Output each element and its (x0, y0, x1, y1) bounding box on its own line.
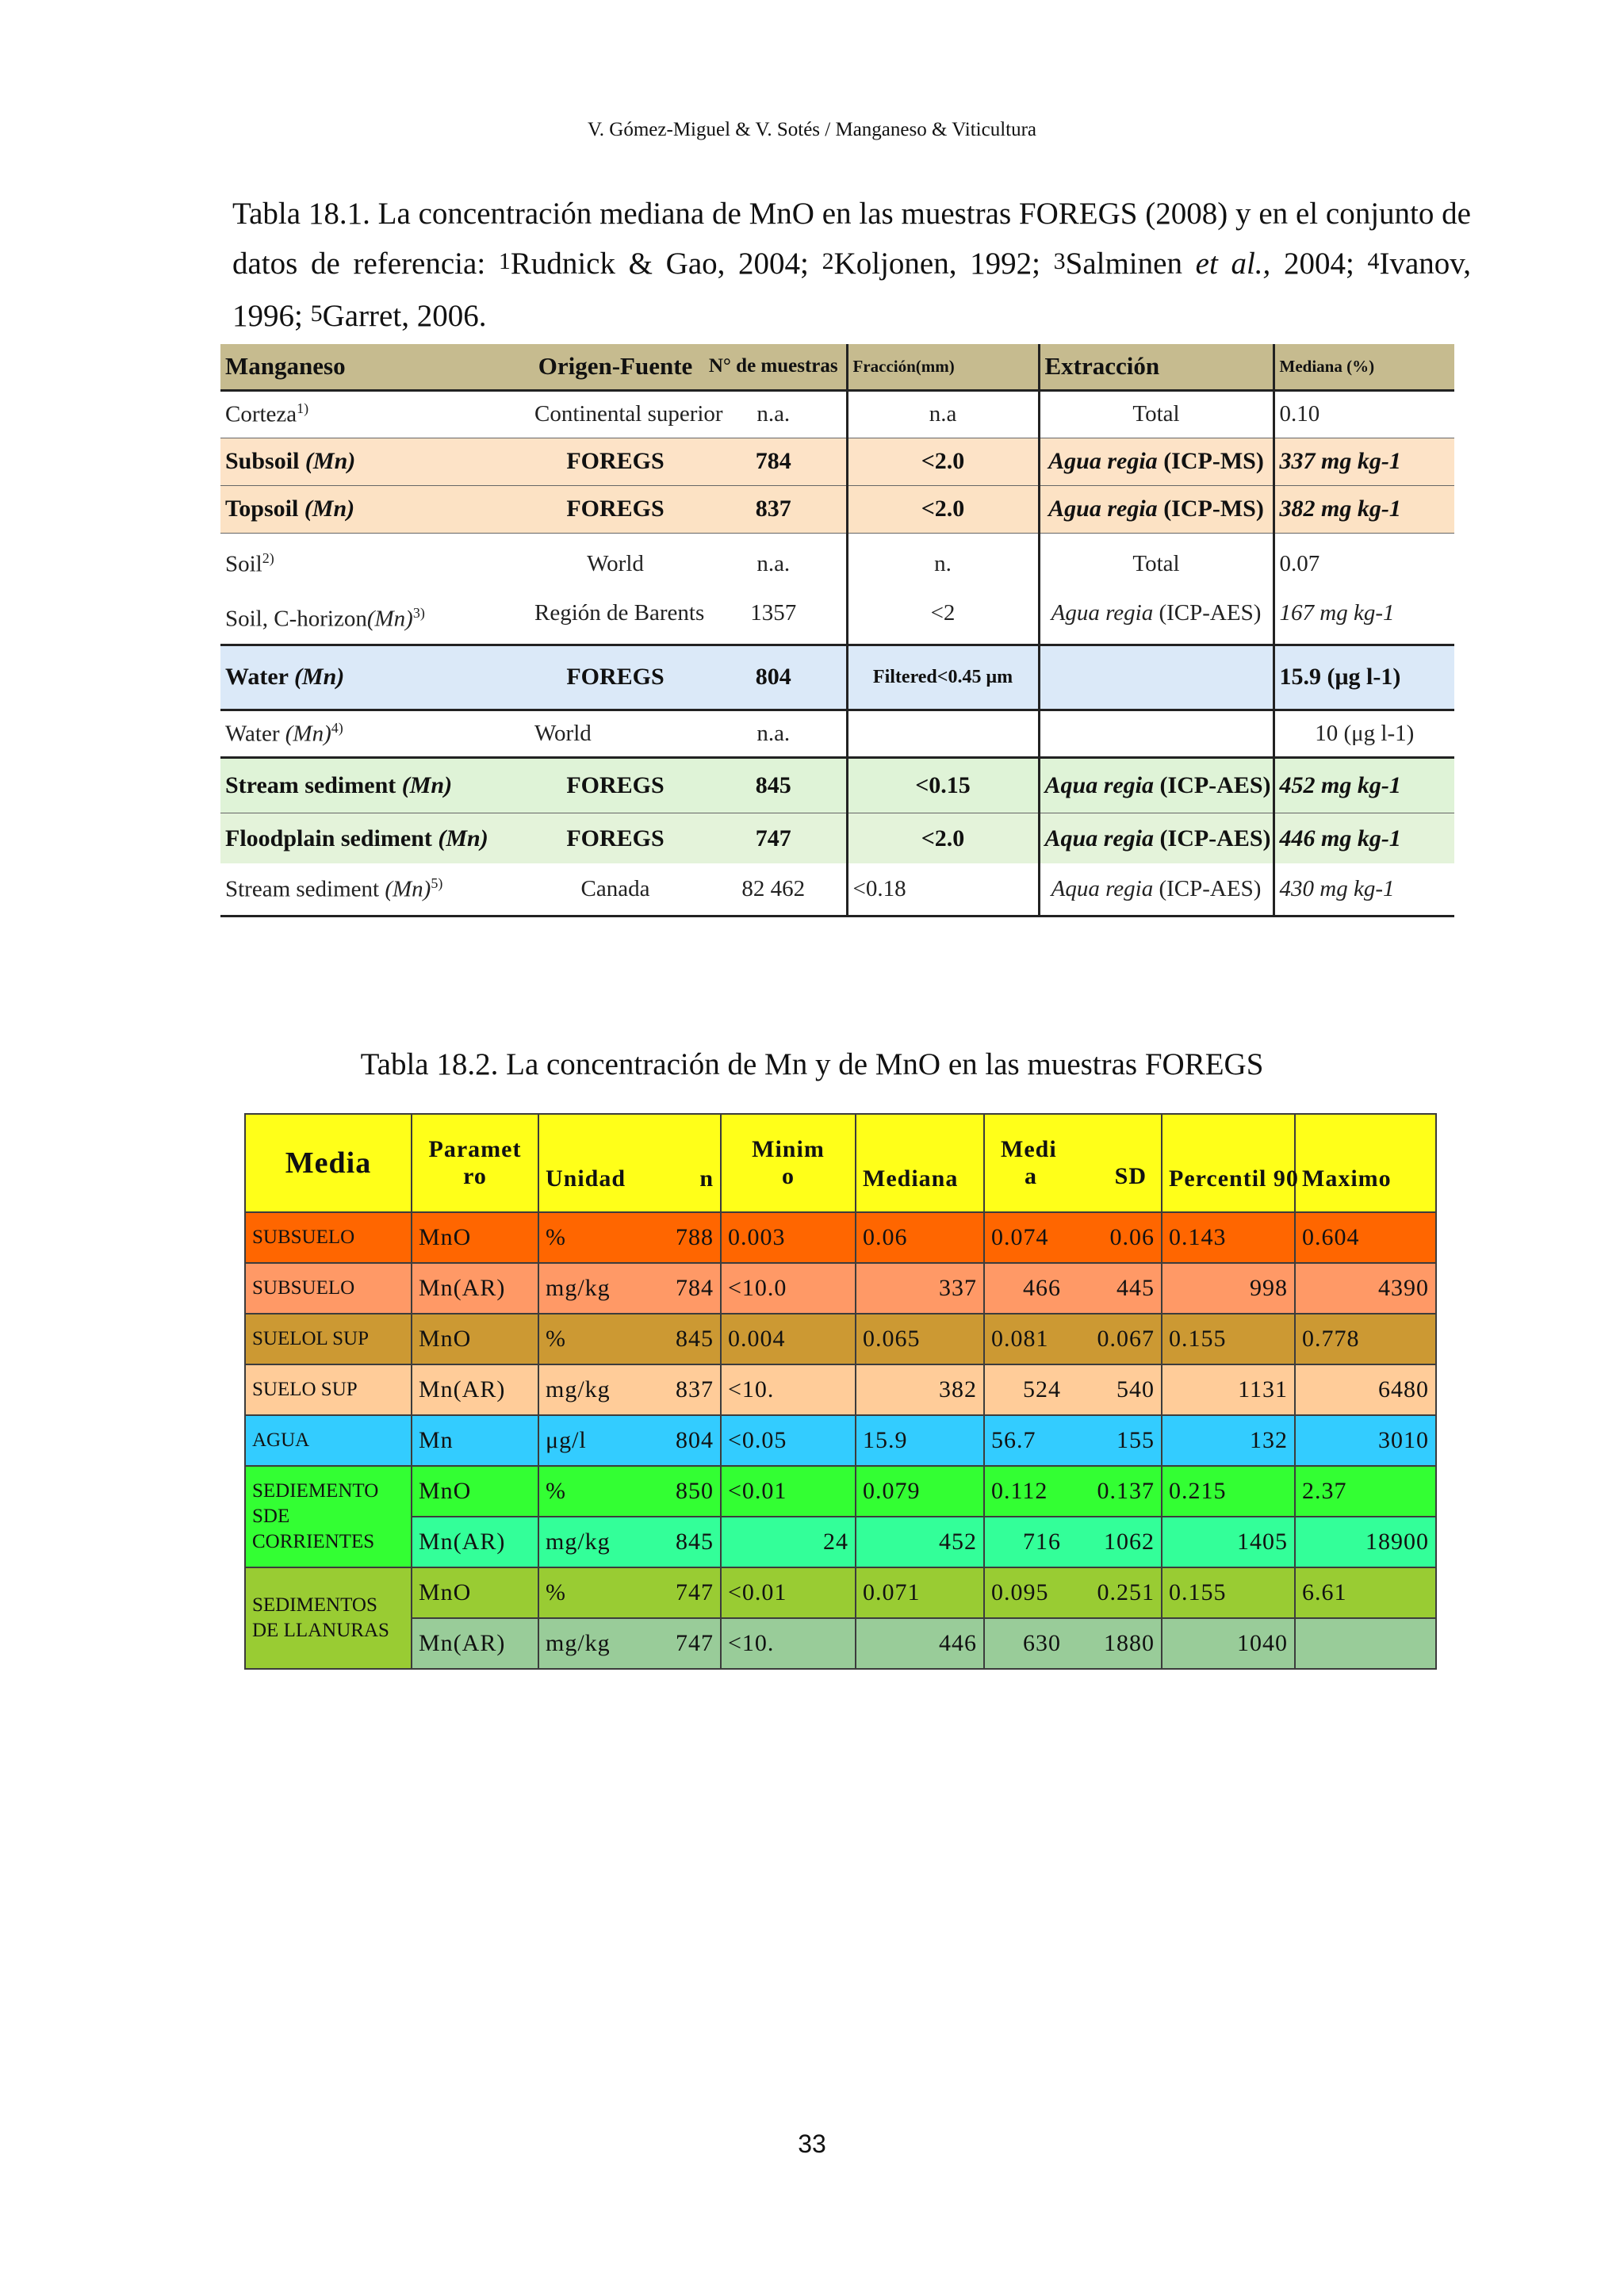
row-label: Soil$^{2)}$ Soil, $C-horizon(Mn)^{3)}$ (220, 533, 530, 645)
extraction-cell: Aqua regia (ICP-AES) (1039, 757, 1274, 813)
media-sd-cell: 524 540 (984, 1364, 1162, 1415)
n-cell: 804 (701, 645, 847, 710)
table-row (220, 813, 1454, 863)
median-cell: 337 mg kg-1 (1274, 438, 1454, 485)
table-row (220, 485, 1454, 533)
row-label: Stream sediment (Mn) (220, 757, 530, 813)
min-cell: <10.0 (721, 1263, 856, 1314)
median-cell: 0.10 (1279, 401, 1320, 427)
param-cell: MnO (412, 1567, 538, 1618)
extraction-cell: Agua regia (ICP-MS) (1039, 438, 1274, 485)
media-sd-cell: 0.112 0.137 (984, 1466, 1162, 1517)
n-cell: n.a. (701, 710, 847, 757)
mediana-cell: 0.065 (856, 1314, 984, 1364)
header-unidad-n: Unidad n (538, 1114, 721, 1212)
min-cell: 0.004 (721, 1314, 856, 1364)
table-row (245, 1314, 1436, 1364)
min-cell: <0.01 (721, 1567, 856, 1618)
unit-n-cell: % 788 (538, 1212, 721, 1263)
table-row (245, 1415, 1436, 1466)
mediana-cell: 0.06 (856, 1212, 984, 1263)
extraction-cell: Aqua regia (ICP-AES) (1039, 813, 1274, 863)
row-label: Water (Mn) (220, 645, 530, 710)
param-cell: Mn(AR) (412, 1618, 538, 1669)
ref-superscript: 1 (498, 248, 511, 274)
p90-cell: 1405 (1162, 1517, 1295, 1567)
header-percentil-90: Percentil 90 (1162, 1114, 1295, 1212)
min-cell: <10. (721, 1618, 856, 1669)
fraction-cell: <2.0 (847, 813, 1039, 863)
fraction-cell: n. <2 (847, 533, 1039, 645)
table-header-row (220, 344, 1454, 390)
table-row (245, 1517, 1436, 1567)
unit-n-cell: mg/kg 747 (538, 1618, 721, 1669)
p90-cell: 0.143 (1162, 1212, 1295, 1263)
table-row (220, 710, 1454, 757)
header-cell: Extracción (1039, 344, 1274, 390)
header-cell: Mediana (%) (1274, 344, 1454, 390)
p90-cell: 0.215 (1162, 1466, 1295, 1517)
table-row (245, 1567, 1436, 1618)
unit-n-cell: mg/kg 837 (538, 1364, 721, 1415)
extraction-cell: Total Agua regia (ICP-AES) (1039, 533, 1274, 645)
median-cell: 452 mg kg-1 (1274, 757, 1454, 813)
ref-text: Koljonen, 1992; (833, 247, 1054, 281)
media-sd-cell: 0.095 0.251 (984, 1567, 1162, 1618)
origin-cell: World (534, 720, 592, 746)
p90-cell: 1131 (1162, 1364, 1295, 1415)
page-number: 33 (798, 2130, 826, 2158)
median-cell: 382 mg kg-1 (1274, 485, 1454, 533)
header-mediana: Mediana (856, 1114, 984, 1212)
ref-text: Garret, 2006. (322, 299, 487, 333)
fraction-cell (847, 710, 1039, 757)
min-cell: <0.05 (721, 1415, 856, 1466)
origin-cell: FOREGS (530, 813, 701, 863)
header-media-sd: Medi a SD (984, 1114, 1162, 1212)
row-label: Water $(Mn)^{4)}$ (225, 719, 343, 747)
max-cell: 4390 (1295, 1263, 1436, 1314)
extraction-cell: Total (1039, 390, 1274, 438)
header-minimo: Minim o (721, 1114, 856, 1212)
fraction-cell: <2.0 (847, 438, 1039, 485)
median-cell: 10 (μg l-1) (1315, 720, 1415, 746)
ref-text: 2004; (1270, 247, 1368, 281)
param-cell: Mn(AR) (412, 1517, 538, 1567)
header-parametro: Paramet ro (412, 1114, 538, 1212)
p90-cell: 1040 (1162, 1618, 1295, 1669)
max-cell: 6480 (1295, 1364, 1436, 1415)
table-row (220, 645, 1454, 710)
media-sd-cell: 0.074 0.06 (984, 1212, 1162, 1263)
fraction-cell: <0.15 (847, 757, 1039, 813)
p90-cell: 0.155 (1162, 1567, 1295, 1618)
fraction-cell: <2.0 (847, 485, 1039, 533)
media-sd-cell: 716 1062 (984, 1517, 1162, 1567)
table-row (220, 438, 1454, 485)
media-label: SUBSUELO (245, 1263, 412, 1314)
unit-n-cell: μg/l 804 (538, 1415, 721, 1466)
header-cell: N° de muestras (701, 344, 847, 390)
ref-superscript: 2 (822, 248, 834, 274)
ref-superscript: 5 (310, 300, 323, 327)
min-cell: 24 (721, 1517, 856, 1567)
extraction-cell: Agua regia (ICP-MS) (1039, 485, 1274, 533)
table-row (245, 1212, 1436, 1263)
median-cell: 15.9 (μg l-1) (1274, 645, 1454, 710)
origin-cell: FOREGS (530, 438, 701, 485)
unit-n-cell: mg/kg 784 (538, 1263, 721, 1314)
param-cell: Mn (412, 1415, 538, 1466)
n-cell: 784 (701, 438, 847, 485)
origin-cell: FOREGS (530, 757, 701, 813)
table-row (245, 1618, 1436, 1669)
mediana-cell: 446 (856, 1618, 984, 1669)
max-cell (1295, 1618, 1436, 1669)
n-cell: n.a. (701, 390, 847, 438)
median-cell: 446 mg kg-1 (1274, 813, 1454, 863)
fraction-cell: Filtered<0.45 μm (847, 645, 1039, 710)
media-label: SUELOL SUP (245, 1314, 412, 1364)
table-18-1 (220, 344, 1454, 917)
unit-n-cell: mg/kg 845 (538, 1517, 721, 1567)
header-cell: Fracción(mm) (847, 344, 1039, 390)
media-label: SUELO SUP (245, 1364, 412, 1415)
header-media: Media (245, 1114, 412, 1212)
median-cell: 430 mg kg-1 (1274, 863, 1454, 916)
param-cell: MnO (412, 1314, 538, 1364)
row-label: Corteza$^{1)}$ (225, 400, 309, 427)
param-cell: MnO (412, 1212, 538, 1263)
max-cell: 3010 (1295, 1415, 1436, 1466)
p90-cell: 0.155 (1162, 1314, 1295, 1364)
origin-cell: Continental superior (534, 401, 723, 427)
media-label: SEDIMENTOS DE LLANURAS (245, 1567, 412, 1669)
max-cell: 6.61 (1295, 1567, 1436, 1618)
header-cell: Origen-Fuente (530, 344, 701, 390)
param-cell: Mn(AR) (412, 1364, 538, 1415)
param-cell: Mn(AR) (412, 1263, 538, 1314)
header-cell: Manganeso (220, 344, 530, 390)
ref-superscript: 4 (1367, 248, 1380, 274)
running-header: V. Gómez-Miguel & V. Sotés / Manganeso & Viticultura (587, 119, 1037, 140)
media-sd-cell: 56.7 155 (984, 1415, 1162, 1466)
fraction-cell: <0.18 (847, 863, 1039, 916)
origin-cell: FOREGS (530, 485, 701, 533)
param-cell: MnO (412, 1466, 538, 1517)
unit-n-cell: % 845 (538, 1314, 721, 1364)
table-header-row (245, 1114, 1436, 1212)
table-18-2-caption: Tabla 18.2. La concentración de Mn y de MnO en las muestras FOREGS (360, 1047, 1264, 1081)
unit-n-cell: % 850 (538, 1466, 721, 1517)
extraction-cell (1039, 645, 1274, 710)
mediana-cell: 452 (856, 1517, 984, 1567)
row-label: Floodplain sediment (Mn) (220, 813, 530, 863)
min-cell: <10. (721, 1364, 856, 1415)
n-cell: 82 462 (701, 863, 847, 916)
media-label: SEDIEMENTO SDE CORRIENTES (245, 1466, 412, 1567)
media-sd-cell: 630 1880 (984, 1618, 1162, 1669)
extraction-cell (1039, 710, 1274, 757)
media-label: AGUA (245, 1415, 412, 1466)
ref-text: Ivanov, 1996; (232, 247, 1471, 333)
n-cell: 845 (701, 757, 847, 813)
table-18-2 (244, 1113, 1437, 1670)
mediana-cell: 337 (856, 1263, 984, 1314)
origin-cell: World Región de Barents (530, 533, 701, 645)
header-maximo: Maximo (1295, 1114, 1436, 1212)
media-label: SUBSUELO (245, 1212, 412, 1263)
table-row (220, 390, 1454, 438)
max-cell: 18900 (1295, 1517, 1436, 1567)
ref-superscript: 3 (1053, 248, 1066, 274)
p90-cell: 998 (1162, 1263, 1295, 1314)
mediana-cell: 0.071 (856, 1567, 984, 1618)
min-cell: <0.01 (721, 1466, 856, 1517)
min-cell: 0.003 (721, 1212, 856, 1263)
table-row (245, 1466, 1436, 1517)
mediana-cell: 0.079 (856, 1466, 984, 1517)
row-label: Subsoil (Mn) (220, 438, 530, 485)
max-cell: 0.778 (1295, 1314, 1436, 1364)
fraction-cell: n.a (847, 390, 1039, 438)
ref-text-italic: et al., (1195, 247, 1271, 281)
ref-text: Salminen (1065, 247, 1196, 281)
median-cell: 0.07 167 mg kg-1 (1274, 533, 1454, 645)
max-cell: 2.37 (1295, 1466, 1436, 1517)
mediana-cell: 15.9 (856, 1415, 984, 1466)
table-18-1-caption (232, 189, 1471, 343)
table-row (245, 1263, 1436, 1314)
origin-cell: Canada (530, 863, 701, 916)
table-row (220, 863, 1454, 916)
p90-cell: 132 (1162, 1415, 1295, 1466)
table-row (220, 757, 1454, 813)
n-cell: 837 (701, 485, 847, 533)
media-sd-cell: 0.081 0.067 (984, 1314, 1162, 1364)
max-cell: 0.604 (1295, 1212, 1436, 1263)
caption-text: Tabla 18.1. La concentración mediana de MnO en las muestras FOREGS (2008) y en el conjunto de datos de referencia: (232, 197, 1471, 281)
origin-cell: FOREGS (530, 645, 701, 710)
extraction-cell: Aqua regia (ICP-AES) (1039, 863, 1274, 916)
ref-text: Rudnick & Gao, 2004; (510, 247, 822, 281)
unit-n-cell: % 747 (538, 1567, 721, 1618)
n-cell: n.a. 1357 (701, 533, 847, 645)
row-label: Stream sediment $(Mn)^{5)}$ (220, 863, 530, 916)
table-row (220, 533, 1454, 645)
mediana-cell: 382 (856, 1364, 984, 1415)
table-row (245, 1364, 1436, 1415)
n-cell: 747 (701, 813, 847, 863)
row-label: Topsoil (Mn) (220, 485, 530, 533)
media-sd-cell: 466 445 (984, 1263, 1162, 1314)
